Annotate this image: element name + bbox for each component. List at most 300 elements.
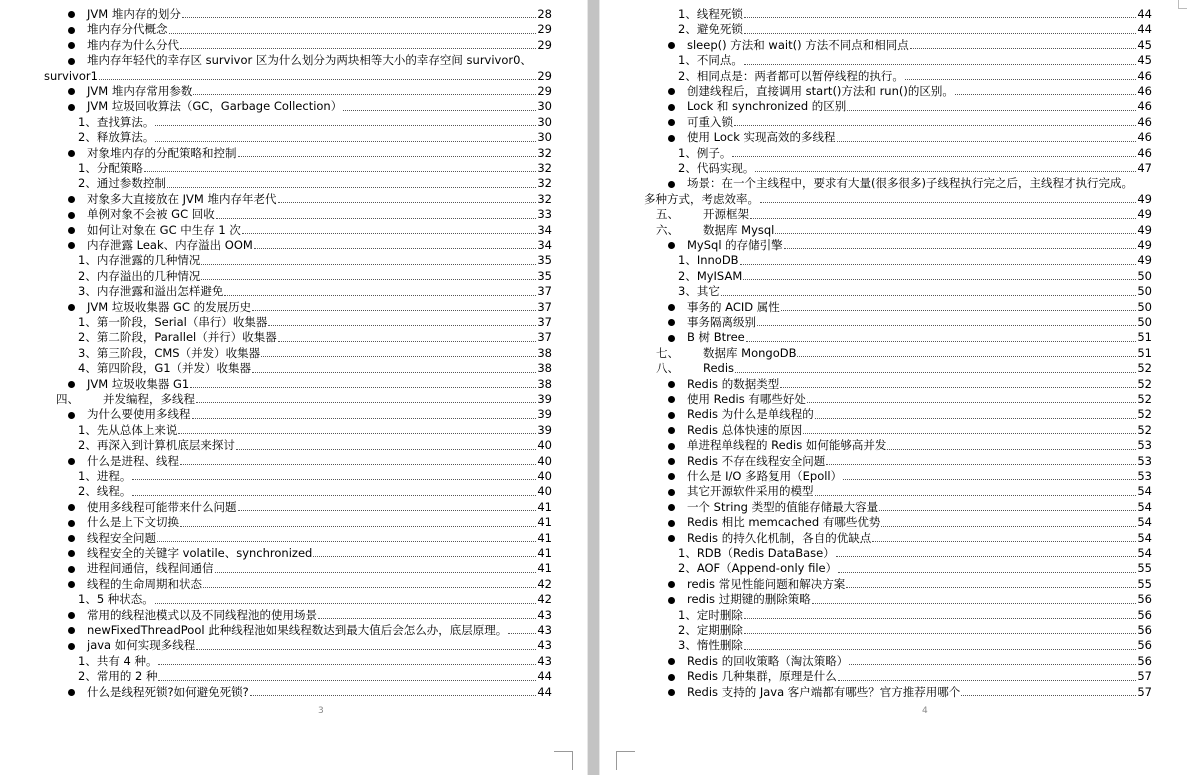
toc-entry-title[interactable]: 数据库 MongoDB (703, 345, 797, 360)
dot-leader (815, 418, 1137, 419)
toc-page-number: 40 (537, 438, 552, 453)
toc-entry-title[interactable]: JVM 垃圾收集器 G1 (87, 376, 190, 391)
bullet-icon (68, 42, 75, 49)
toc-entry-bullet[interactable] (668, 377, 1152, 392)
dot-leader (268, 325, 536, 326)
toc-entry-sub[interactable] (78, 330, 552, 345)
bullet-icon (68, 504, 75, 511)
toc-entry-bullet[interactable] (668, 592, 1152, 607)
toc-page-number: 34 (537, 237, 552, 252)
toc-entry-bullet[interactable] (68, 377, 552, 392)
toc-page-number: 55 (1137, 576, 1152, 591)
toc-entry-title[interactable]: 2、避免死锁 (678, 22, 743, 37)
toc-entry-title[interactable]: 1、共有 4 种。 (78, 653, 158, 668)
toc-page-number: 54 (1137, 515, 1152, 530)
toc-entry-bullet[interactable] (68, 300, 552, 315)
toc-entry-title[interactable]: 数据库 Mysql (703, 222, 775, 237)
toc-page-number: 32 (537, 145, 552, 160)
toc-entry-title-continuation[interactable]: 多种方式，考虑效率。 (644, 191, 759, 206)
toc-entry-title[interactable]: 使用 Redis 有哪些好处 (687, 391, 806, 406)
toc-entry-sub[interactable] (678, 253, 1152, 268)
dot-leader (144, 171, 537, 172)
toc-page-number: 29 (537, 22, 552, 37)
toc-entry-title[interactable]: MySql 的存储引擎 (687, 237, 783, 252)
toc-entry-sub[interactable] (78, 438, 552, 453)
dot-leader (278, 202, 537, 203)
toc-entry-bullet[interactable] (68, 146, 552, 161)
dot-leader (784, 248, 1137, 249)
toc-entry-sub[interactable] (678, 269, 1152, 284)
toc-entry-sub[interactable] (678, 546, 1152, 561)
bullet-icon (68, 550, 75, 557)
toc-entry-title[interactable]: Redis 几种集群，原理是什么 (687, 669, 837, 684)
toc-entry-title[interactable]: Lock 和 synchronized 的区别 (687, 99, 847, 114)
toc-entry-title[interactable]: 一个 String 类型的值能存储最大容量 (687, 499, 879, 514)
toc-page-number: 51 (1137, 330, 1152, 345)
toc-entry-sub[interactable] (678, 53, 1152, 68)
toc-entry-chapter[interactable] (56, 392, 552, 407)
toc-entry-bullet[interactable] (68, 7, 552, 22)
toc-page-number: 32 (537, 176, 552, 191)
dot-leader (238, 510, 537, 511)
toc-entry-title[interactable]: 1、内存泄露的几种情况 (78, 253, 201, 268)
toc-entry-title[interactable]: 1、第一阶段，Serial（串行）收集器 (78, 314, 268, 329)
toc-entry-sub[interactable] (78, 253, 552, 268)
toc-entry-title[interactable]: 2、常用的 2 种 (78, 669, 158, 684)
toc-entry-sub[interactable] (678, 22, 1152, 37)
toc-page-number: 57 (1137, 669, 1152, 684)
toc-entry-chapter[interactable] (656, 346, 1152, 361)
toc-entry-chapter[interactable] (656, 223, 1152, 238)
toc-entry-title[interactable]: Redis 支持的 Java 客户端都有哪些？官方推荐用哪个 (687, 684, 961, 699)
toc-page-number: 56 (1137, 622, 1152, 637)
toc-page-number: 50 (1137, 284, 1152, 299)
bullet-icon (668, 473, 675, 480)
toc-page-number: 53 (1137, 438, 1152, 453)
toc-entry-sub[interactable] (78, 130, 552, 145)
bullet-icon (68, 535, 75, 542)
toc-entry-title[interactable]: 常用的线程池模式以及不同线程池的使用场景 (87, 607, 317, 622)
dot-leader (755, 171, 1136, 172)
toc-page-number: 52 (1137, 422, 1152, 437)
bullet-icon (668, 689, 675, 696)
toc-entry-sub[interactable] (678, 561, 1152, 576)
toc-entry-title[interactable]: 什么是进程、线程 (87, 453, 179, 468)
dot-leader (836, 556, 1137, 557)
dot-leader (760, 202, 1136, 203)
toc-entry-bullet[interactable] (68, 454, 552, 469)
toc-entry-title[interactable]: 1、进程。 (78, 468, 132, 483)
toc-entry-title[interactable]: redis 常见性能问题和解决方案 (687, 576, 846, 591)
toc-entry-title[interactable]: 1、先从总体上来说 (78, 422, 178, 437)
toc-entry-bullet[interactable] (668, 315, 1152, 330)
dot-leader (837, 141, 1137, 142)
toc-page-number: 44 (1137, 6, 1152, 21)
toc-page-number: 39 (537, 391, 552, 406)
toc-entry-sub[interactable] (78, 592, 552, 607)
dot-leader (318, 618, 536, 619)
dot-leader (178, 433, 536, 434)
bullet-icon (668, 335, 675, 342)
dot-leader (744, 633, 1137, 634)
toc-entry-sub[interactable] (78, 161, 552, 176)
dot-leader (757, 325, 1136, 326)
toc-entry-bullet[interactable] (668, 669, 1152, 684)
bullet-icon (68, 227, 75, 234)
bullet-icon (668, 88, 675, 95)
toc-entry-title[interactable]: 线程安全问题 (87, 530, 156, 545)
toc-entry-bullet[interactable] (68, 38, 552, 53)
toc-entry-sub[interactable] (678, 146, 1152, 161)
toc-entry-title[interactable]: 1、线程死锁 (678, 6, 743, 21)
dot-leader (252, 372, 536, 373)
toc-entry-bullet[interactable] (668, 654, 1152, 669)
toc-entry-title[interactable]: JVM 堆内存的划分 (87, 6, 181, 21)
toc-page-number: 49 (1137, 237, 1152, 252)
toc-entry-sub[interactable] (678, 284, 1152, 299)
toc-entry-title[interactable]: newFixedThreadPool 此种线程池如果线程数达到最大值后会怎么办，底层原理。 (87, 622, 508, 637)
dot-leader (812, 603, 1137, 604)
toc-page-number: 38 (537, 376, 552, 391)
crop-mark (616, 751, 635, 770)
toc-entry-chapter[interactable] (656, 361, 1152, 376)
dot-leader (238, 156, 537, 157)
toc-entry-title[interactable]: 事务的 ACID 属性 (687, 299, 780, 314)
toc-entry-bullet[interactable] (68, 561, 552, 576)
toc-entry-title[interactable]: 线程的生命周期和状态 (87, 576, 202, 591)
toc-entry-bullet[interactable] (68, 192, 552, 207)
dot-leader (201, 279, 536, 280)
toc-page-number: 39 (537, 407, 552, 422)
toc-entry-bullet[interactable] (68, 238, 552, 253)
toc-entry-sub[interactable] (678, 69, 1152, 84)
bullet-icon (68, 304, 75, 311)
toc-entry-sub[interactable] (678, 608, 1152, 623)
toc-entry-title[interactable]: 内存泄露 Leak、内存溢出 OOM (87, 237, 253, 252)
toc-entry-sub[interactable] (678, 638, 1152, 653)
bullet-icon (668, 535, 675, 542)
toc-entry-continuation[interactable] (644, 192, 1152, 207)
toc-entry-title[interactable]: 场景：在一个主线程中，要求有大量(很多很多)子线程执行完之后，主线程才执行完成。 (687, 176, 1133, 191)
dot-leader (193, 94, 536, 95)
toc-page-number: 45 (1137, 53, 1152, 68)
toc-entry-wrap[interactable] (68, 53, 553, 68)
bullet-icon (668, 581, 675, 588)
toc-entry-title[interactable]: 2、代码实现。 (678, 160, 755, 175)
toc-entry-title[interactable]: redis 过期键的删除策略 (687, 592, 811, 607)
dot-leader (750, 218, 1136, 219)
toc-entry-bullet[interactable] (68, 577, 552, 592)
toc-entry-bullet[interactable] (668, 238, 1152, 253)
toc-entry-title[interactable]: 2、释放算法。 (78, 130, 155, 145)
dot-leader (838, 572, 1136, 573)
toc-entry-sub[interactable] (78, 484, 552, 499)
chapter-number: 八、 (656, 361, 679, 376)
toc-entry-sub[interactable] (678, 7, 1152, 22)
dot-leader (192, 418, 537, 419)
bullet-icon (68, 566, 75, 573)
dot-leader (775, 233, 1136, 234)
toc-entry-bullet[interactable] (668, 484, 1152, 499)
bullet-icon (668, 412, 675, 419)
toc-entry-title[interactable]: 1、定时删除 (678, 607, 743, 622)
toc-entry-bullet[interactable] (68, 407, 552, 422)
toc-entry-title[interactable]: JVM 垃圾收集器 GC 的发展历史 (87, 299, 252, 314)
dot-leader (843, 479, 1136, 480)
toc-entry-title[interactable]: 2、通过参数控制 (78, 176, 166, 191)
toc-entry-bullet[interactable] (668, 130, 1152, 145)
toc-page-number: 28 (537, 6, 552, 21)
toc-page-number: 30 (537, 114, 552, 129)
dot-leader (99, 79, 536, 80)
toc-entry-sub[interactable] (78, 269, 552, 284)
dot-leader (196, 402, 536, 403)
toc-entry-title[interactable]: JVM 垃圾回收算法（GC，Garbage Collection） (87, 99, 343, 114)
toc-entry-title[interactable]: 2、线程。 (78, 484, 132, 499)
toc-entry-title[interactable]: 如何让对象在 GC 中生存 1 次 (87, 222, 241, 237)
toc-entry-bullet[interactable] (668, 330, 1152, 345)
toc-entry-title[interactable]: 什么是 I/O 多路复用（Epoll） (687, 468, 843, 483)
bullet-icon (668, 504, 675, 511)
toc-entry-bullet[interactable] (668, 438, 1152, 453)
toc-entry-title[interactable]: Redis 的持久化机制，各自的优缺点 (687, 530, 872, 545)
toc-entry-title-continuation[interactable]: survivor1 (44, 68, 98, 83)
dot-leader (254, 248, 537, 249)
toc-entry-title[interactable]: sleep() 方法和 wait() 方法不同点和相同点 (687, 37, 909, 52)
toc-entry-title[interactable]: 1、不同点。 (678, 53, 743, 68)
dot-leader (746, 341, 1137, 342)
toc-entry-title[interactable]: 其它开源软件采用的模型 (687, 484, 814, 499)
toc-entry-bullet[interactable] (668, 38, 1152, 53)
document-page-3 (0, 0, 587, 775)
bullet-icon (68, 689, 75, 696)
bullet-icon (68, 520, 75, 527)
toc-entry-sub[interactable] (78, 115, 552, 130)
toc-entry-title[interactable]: 单进程单线程的 Redis 如何能够高并发 (687, 438, 887, 453)
dot-leader (155, 141, 536, 142)
toc-entry-title[interactable]: 可重入锁 (687, 114, 733, 129)
bullet-icon (668, 427, 675, 434)
toc-entry-title[interactable]: 2、再深入到计算机底层来探讨 (78, 438, 235, 453)
toc-entry-sub[interactable] (78, 669, 552, 684)
toc-entry-title[interactable]: 使用 Lock 实现高效的多线程 (687, 130, 836, 145)
toc-entry-bullet[interactable] (668, 407, 1152, 422)
toc-entry-title[interactable]: 2、内存溢出的几种情况 (78, 268, 201, 283)
toc-entry-title[interactable]: 1、例子。 (678, 145, 732, 160)
document-page-4 (600, 0, 1187, 775)
toc-entry-title[interactable]: 进程间通信，线程间通信 (87, 561, 214, 576)
toc-entry-sub[interactable] (78, 423, 552, 438)
toc-entry-bullet[interactable] (68, 99, 552, 114)
toc-entry-title[interactable]: Redis 的数据类型 (687, 376, 780, 391)
toc-page-number: 46 (1137, 114, 1152, 129)
toc-entry-title[interactable]: 4、第四阶段，G1（并发）收集器 (78, 361, 252, 376)
toc-entry-title[interactable]: 开源框架 (703, 207, 749, 222)
toc-entry-bullet[interactable] (668, 500, 1152, 515)
toc-entry-title[interactable]: 使用多线程可能带来什么问题 (87, 499, 237, 514)
toc-page-number: 54 (1137, 484, 1152, 499)
toc-page-number: 46 (1137, 145, 1152, 160)
dot-leader (252, 310, 536, 311)
toc-entry-bullet[interactable] (668, 454, 1152, 469)
toc-entry-bullet[interactable] (68, 515, 552, 530)
toc-entry-bullet[interactable] (668, 685, 1152, 700)
dot-leader (180, 526, 536, 527)
toc-entry-title[interactable]: Redis 为什么是单线程的 (687, 407, 814, 422)
toc-page-number: 56 (1137, 607, 1152, 622)
toc-entry-sub[interactable] (78, 315, 552, 330)
bullet-icon (68, 381, 75, 388)
toc-entry-bullet[interactable] (68, 223, 552, 238)
toc-entry-title[interactable]: 对象堆内存的分配策略和控制 (87, 145, 237, 160)
toc-entry-chapter[interactable] (656, 207, 1152, 222)
toc-entry-bullet[interactable] (68, 546, 552, 561)
toc-page-number: 41 (537, 545, 552, 560)
toc-entry-title[interactable]: B 树 Btree (687, 330, 745, 345)
dot-leader (872, 541, 1136, 542)
bullet-icon (68, 196, 75, 203)
toc-entry-bullet[interactable] (68, 531, 552, 546)
toc-entry-bullet[interactable] (68, 623, 552, 638)
dot-leader (734, 125, 1136, 126)
toc-entry-title[interactable]: Redis 相比 memcached 有哪些优势 (687, 515, 881, 530)
dot-leader (879, 510, 1136, 511)
dot-leader (744, 17, 1137, 18)
toc-page-number: 44 (537, 669, 552, 684)
toc-entry-title[interactable]: 3、其它 (678, 284, 720, 299)
toc-entry-sub[interactable] (678, 623, 1152, 638)
bullet-icon (668, 658, 675, 665)
toc-entry-bullet[interactable] (668, 99, 1152, 114)
toc-entry-title[interactable]: Redis (703, 361, 735, 376)
toc-entry-title[interactable]: 1、5 种状态。 (78, 592, 154, 607)
toc-entry-sub[interactable] (678, 161, 1152, 176)
bullet-icon (68, 104, 75, 111)
toc-entry-bullet[interactable] (68, 685, 552, 700)
dot-leader (261, 356, 536, 357)
toc-entry-bullet[interactable] (68, 22, 552, 37)
toc-entry-bullet[interactable] (668, 531, 1152, 546)
toc-entry-title[interactable]: 3、惰性删除 (678, 638, 743, 653)
toc-entry-title[interactable]: 3、内存泄露和溢出怎样避免 (78, 284, 224, 299)
toc-page-number: 47 (1137, 160, 1152, 175)
toc-page-number: 29 (537, 83, 552, 98)
dot-leader (955, 94, 1137, 95)
toc-entry-title[interactable]: 什么是线程死锁?如何避免死锁? (87, 684, 249, 699)
toc-entry-bullet[interactable] (68, 84, 552, 99)
dot-leader (847, 110, 1136, 111)
toc-entry-bullet[interactable] (668, 423, 1152, 438)
bullet-icon (668, 119, 675, 126)
toc-page-number: 30 (537, 99, 552, 114)
toc-entry-title[interactable]: 2、MyISAM (678, 268, 743, 283)
toc-entry-title[interactable]: 1、查找算法。 (78, 114, 155, 129)
toc-entry-title[interactable]: Redis 总体快速的原因 (687, 422, 803, 437)
dot-leader (313, 556, 536, 557)
toc-entry-bullet[interactable] (68, 608, 552, 623)
toc-page-number: 35 (537, 253, 552, 268)
toc-entry-title[interactable]: 1、分配策略 (78, 160, 143, 175)
toc-entry-title[interactable]: 2、相同点是：两者都可以暂停线程的执行。 (678, 68, 904, 83)
toc-entry-title[interactable]: 2、AOF（Append-only file） (678, 561, 838, 576)
toc-page-number: 41 (537, 499, 552, 514)
toc-entry-title[interactable]: 3、第三阶段，CMS（并发）收集器 (78, 345, 261, 360)
toc-entry-title[interactable]: 什么是上下文切换 (87, 515, 179, 530)
bullet-icon (68, 212, 75, 219)
toc-entry-title[interactable]: java 如何实现多线程 (87, 638, 196, 653)
toc-entry-bullet[interactable] (68, 207, 552, 222)
toc-entry-bullet[interactable] (668, 469, 1152, 484)
toc-entry-title[interactable]: 单例对象不会被 GC 回收 (87, 207, 215, 222)
toc-entry-title[interactable]: 创建线程后，直接调用 start()方法和 run()的区别。 (687, 83, 954, 98)
toc-entry-title[interactable]: 为什么要使用多线程 (87, 407, 191, 422)
dot-leader (849, 664, 1136, 665)
dot-leader (887, 449, 1136, 450)
toc-entry-sub[interactable] (78, 176, 552, 191)
toc-entry-title[interactable]: 2、定期删除 (678, 622, 743, 637)
toc-entry-bullet[interactable] (668, 515, 1152, 530)
toc-entry-sub[interactable] (78, 346, 552, 361)
dot-leader (203, 587, 536, 588)
toc-entry-title[interactable]: 堆内存分代概念 (87, 22, 168, 37)
toc-entry-bullet[interactable] (668, 577, 1152, 592)
toc-page-number: 50 (1137, 268, 1152, 283)
bullet-icon (668, 489, 675, 496)
toc-page-number: 52 (1137, 376, 1152, 391)
toc-entry-continuation[interactable] (44, 69, 552, 84)
toc-entry-wrap[interactable] (668, 176, 1153, 191)
toc-entry-title[interactable]: 堆内存为什么分代 (87, 37, 179, 52)
toc-entry-title[interactable]: 线程安全的关键字 volatile、synchronized (87, 545, 313, 560)
toc-entry-bullet[interactable] (668, 300, 1152, 315)
toc-entry-title[interactable]: 1、InnoDB (678, 253, 739, 268)
dot-leader (180, 464, 536, 465)
toc-entry-title[interactable]: 事务隔离级别 (687, 314, 756, 329)
toc-entry-bullet[interactable] (668, 115, 1152, 130)
toc-entry-sub[interactable] (78, 654, 552, 669)
toc-entry-bullet[interactable] (68, 500, 552, 515)
dot-leader (744, 649, 1137, 650)
toc-page-number: 43 (537, 653, 552, 668)
toc-entry-title[interactable]: Redis 不存在线程安全问题 (687, 453, 826, 468)
dot-leader (780, 387, 1136, 388)
dot-leader (721, 295, 1137, 296)
toc-entry-title[interactable]: Redis 的回收策略（淘汰策略） (687, 653, 849, 668)
toc-entry-sub[interactable] (78, 469, 552, 484)
dot-leader (155, 603, 537, 604)
toc-page-number: 40 (537, 453, 552, 468)
toc-page-number: 56 (1137, 638, 1152, 653)
toc-entry-bullet[interactable] (68, 638, 552, 653)
toc-entry-title[interactable]: 对象多大直接放在 JVM 堆内存年老代 (87, 191, 277, 206)
toc-entry-title[interactable]: 2、第二阶段，Parallel（并行）收集器 (78, 330, 277, 345)
dot-leader (744, 64, 1137, 65)
dot-leader (250, 695, 537, 696)
dot-leader (343, 110, 536, 111)
toc-page-number: 49 (1137, 191, 1152, 206)
toc-entry-title[interactable]: 堆内存年轻代的幸存区 survivor 区为什么划分为两块相等大小的幸存空间 survivor0、 (87, 53, 532, 68)
toc-page-number: 40 (537, 484, 552, 499)
toc-entry-title[interactable]: 并发编程，多线程 (103, 391, 195, 406)
toc-page-number: 38 (537, 345, 552, 360)
toc-entry-sub[interactable] (78, 361, 552, 376)
toc-entry-bullet[interactable] (668, 392, 1152, 407)
toc-entry-sub[interactable] (78, 284, 552, 299)
toc-entry-title[interactable]: JVM 堆内存常用参数 (87, 83, 193, 98)
toc-entry-bullet[interactable] (668, 84, 1152, 99)
toc-entry-title[interactable]: 1、RDB（Redis DataBase） (678, 545, 835, 560)
dot-leader (743, 279, 1136, 280)
